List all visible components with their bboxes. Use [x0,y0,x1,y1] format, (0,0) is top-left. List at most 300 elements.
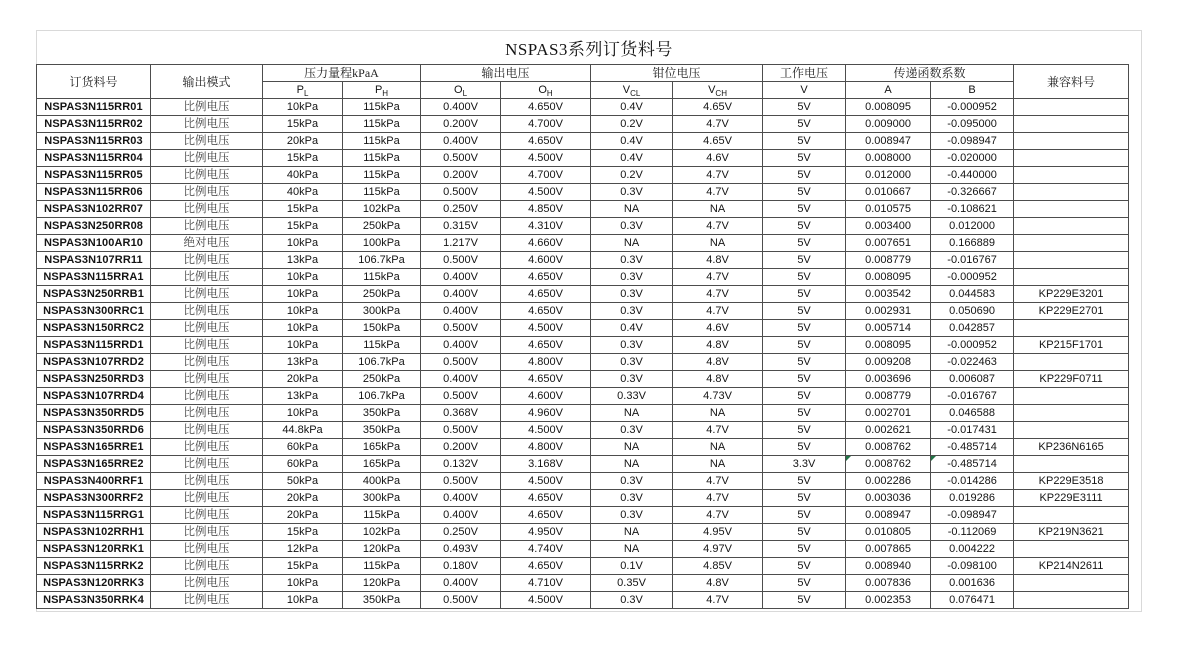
cell-vch: 4.6V [673,150,763,167]
cell-coeff-a: 0.010667 [846,184,931,201]
cell-coeff-b: -0.016767 [931,388,1014,405]
cell-oh: 4.500V [501,150,591,167]
cell-coeff-a: 0.007651 [846,235,931,252]
cell-part-number: NSPAS3N300RRF2 [37,490,151,507]
cell-compatible [1014,269,1129,286]
cell-vcl: 0.3V [591,422,673,439]
cell-supply-v: 5V [763,558,846,575]
cell-pl: 10kPa [263,99,343,116]
cell-ph: 165kPa [343,456,421,473]
cell-compatible: KP229F0711 [1014,371,1129,388]
cell-vch: 4.7V [673,116,763,133]
cell-coeff-b: -0.014286 [931,473,1014,490]
col-header-transfer-coeff: 传递函数系数 [846,65,1014,82]
subcol-header-b: B [931,82,1014,99]
cell-pl: 15kPa [263,218,343,235]
cell-ph: 150kPa [343,320,421,337]
col-header-part-number: 订货料号 [37,65,151,99]
cell-coeff-a: 0.009000 [846,116,931,133]
cell-vcl: NA [591,439,673,456]
cell-vcl: 0.33V [591,388,673,405]
cell-part-number: NSPAS3N165RRE1 [37,439,151,456]
cell-oh: 4.500V [501,422,591,439]
cell-part-number: NSPAS3N120RRK3 [37,575,151,592]
cell-output-mode: 比例电压 [151,422,263,439]
cell-vch: 4.7V [673,592,763,609]
cell-output-mode: 比例电压 [151,201,263,218]
cell-output-mode: 比例电压 [151,371,263,388]
cell-oh: 4.850V [501,201,591,218]
cell-ph: 106.7kPa [343,252,421,269]
cell-vcl: 0.3V [591,490,673,507]
cell-coeff-a: 0.003400 [846,218,931,235]
cell-coeff-a: 0.012000 [846,167,931,184]
cell-supply-v: 5V [763,592,846,609]
cell-coeff-b: 0.006087 [931,371,1014,388]
cell-coeff-b: 0.076471 [931,592,1014,609]
cell-vch: 4.7V [673,303,763,320]
cell-vch: 4.73V [673,388,763,405]
cell-oh: 4.660V [501,235,591,252]
cell-vcl: 0.3V [591,592,673,609]
cell-pl: 10kPa [263,303,343,320]
cell-coeff-b: -0.326667 [931,184,1014,201]
cell-oh: 4.960V [501,405,591,422]
cell-coeff-a: 0.010575 [846,201,931,218]
cell-oh: 4.500V [501,184,591,201]
cell-coeff-a: 0.008095 [846,269,931,286]
cell-coeff-a: 0.002286 [846,473,931,490]
cell-ol: 0.400V [421,286,501,303]
cell-compatible: KP236N6165 [1014,439,1129,456]
cell-ol: 0.400V [421,371,501,388]
cell-coeff-b: 0.004222 [931,541,1014,558]
cell-part-number: NSPAS3N107RRD2 [37,354,151,371]
cell-coeff-b: -0.016767 [931,252,1014,269]
cell-oh: 4.500V [501,473,591,490]
cell-vch: 4.65V [673,99,763,116]
cell-ol: 0.500V [421,150,501,167]
cell-vch: 4.7V [673,490,763,507]
cell-vch: 4.8V [673,252,763,269]
cell-coeff-a: 0.003542 [846,286,931,303]
cell-part-number: NSPAS3N350RRK4 [37,592,151,609]
cell-compatible [1014,422,1129,439]
cell-vcl: 0.2V [591,116,673,133]
cell-ol: 0.400V [421,507,501,524]
cell-vcl: 0.4V [591,320,673,337]
cell-output-mode: 比例电压 [151,490,263,507]
cell-pl: 13kPa [263,354,343,371]
cell-compatible [1014,456,1129,473]
cell-pl: 10kPa [263,337,343,354]
cell-ol: 0.250V [421,201,501,218]
cell-output-mode: 比例电压 [151,320,263,337]
cell-part-number: NSPAS3N100AR10 [37,235,151,252]
cell-coeff-a: 0.003036 [846,490,931,507]
cell-vch: 4.6V [673,320,763,337]
cell-vcl: 0.4V [591,133,673,150]
col-header-output-voltage: 输出电压 [421,65,591,82]
cell-output-mode: 比例电压 [151,541,263,558]
cell-vcl: 0.3V [591,303,673,320]
cell-supply-v: 5V [763,354,846,371]
cell-compatible [1014,133,1129,150]
cell-vcl: 0.35V [591,575,673,592]
cell-compatible [1014,201,1129,218]
cell-compatible [1014,320,1129,337]
table-row [37,592,1129,609]
cell-ph: 115kPa [343,184,421,201]
cell-compatible [1014,99,1129,116]
table-row [37,184,1129,201]
cell-supply-v: 5V [763,235,846,252]
cell-coeff-a: 0.008779 [846,388,931,405]
cell-vch: 4.7V [673,422,763,439]
cell-vcl: 0.3V [591,286,673,303]
cell-coeff-b: 0.012000 [931,218,1014,235]
cell-supply-v: 5V [763,473,846,490]
cell-oh: 4.650V [501,371,591,388]
table-row [37,133,1129,150]
cell-vch: 4.7V [673,269,763,286]
cell-output-mode: 比例电压 [151,116,263,133]
page-title: NSPAS3系列订货料号 [505,40,673,59]
cell-coeff-b: 0.046588 [931,405,1014,422]
cell-vcl: NA [591,541,673,558]
cell-oh: 4.650V [501,558,591,575]
cell-ph: 250kPa [343,371,421,388]
cell-ph: 250kPa [343,286,421,303]
cell-ph: 115kPa [343,150,421,167]
cell-coeff-b: -0.098100 [931,558,1014,575]
cell-coeff-b: -0.000952 [931,99,1014,116]
cell-supply-v: 5V [763,303,846,320]
cell-part-number: NSPAS3N115RR03 [37,133,151,150]
subcol-header-oh: $O_H$ [501,82,591,99]
cell-output-mode: 比例电压 [151,337,263,354]
table-body [37,99,1129,609]
cell-ph: 120kPa [343,575,421,592]
table-row [37,473,1129,490]
cell-supply-v: 5V [763,99,846,116]
cell-coeff-a: 0.008762 [846,439,931,456]
cell-coeff-b: 0.042857 [931,320,1014,337]
cell-coeff-a: 0.002931 [846,303,931,320]
cell-ph: 115kPa [343,99,421,116]
cell-oh: 4.650V [501,269,591,286]
cell-compatible [1014,167,1129,184]
table-row [37,371,1129,388]
cell-part-number: NSPAS3N115RRK2 [37,558,151,575]
table-row [37,490,1129,507]
cell-part-number: NSPAS3N102RR07 [37,201,151,218]
cell-coeff-b: -0.485714 [931,456,1014,473]
cell-vch: 4.8V [673,575,763,592]
cell-vcl: 0.4V [591,150,673,167]
cell-ol: 1.217V [421,235,501,252]
cell-vch: 4.8V [673,337,763,354]
cell-pl: 10kPa [263,320,343,337]
cell-pl: 40kPa [263,167,343,184]
cell-coeff-b: -0.000952 [931,337,1014,354]
cell-ph: 250kPa [343,218,421,235]
cell-ol: 0.500V [421,184,501,201]
cell-output-mode: 比例电压 [151,507,263,524]
table-row [37,524,1129,541]
cell-output-mode: 比例电压 [151,167,263,184]
table-row [37,150,1129,167]
cell-vch: 4.8V [673,371,763,388]
cell-coeff-b: -0.098947 [931,507,1014,524]
cell-part-number: NSPAS3N115RRG1 [37,507,151,524]
cell-compatible [1014,235,1129,252]
cell-ol: 0.400V [421,99,501,116]
cell-supply-v: 5V [763,371,846,388]
table-row [37,337,1129,354]
cell-ol: 0.400V [421,490,501,507]
cell-supply-v: 5V [763,184,846,201]
cell-output-mode: 比例电压 [151,150,263,167]
cell-pl: 15kPa [263,116,343,133]
cell-vcl: NA [591,524,673,541]
cell-oh: 4.500V [501,592,591,609]
cell-compatible [1014,388,1129,405]
cell-compatible [1014,218,1129,235]
cell-compatible: KP229E2701 [1014,303,1129,320]
subcol-header-v: V [763,82,846,99]
table-row [37,286,1129,303]
cell-vch: 4.7V [673,167,763,184]
cell-coeff-a: 0.008779 [846,252,931,269]
cell-part-number: NSPAS3N102RRH1 [37,524,151,541]
cell-ph: 115kPa [343,269,421,286]
cell-coeff-a: 0.005714 [846,320,931,337]
cell-ol: 0.500V [421,388,501,405]
cell-ph: 106.7kPa [343,388,421,405]
table-header [37,65,1129,99]
cell-ol: 0.368V [421,405,501,422]
cell-supply-v: 5V [763,133,846,150]
cell-pl: 15kPa [263,558,343,575]
cell-ph: 115kPa [343,507,421,524]
cell-part-number: NSPAS3N115RR01 [37,99,151,116]
cell-output-mode: 比例电压 [151,286,263,303]
table-row [37,269,1129,286]
cell-ph: 115kPa [343,337,421,354]
cell-ol: 0.400V [421,337,501,354]
cell-supply-v: 5V [763,286,846,303]
cell-coeff-b: -0.095000 [931,116,1014,133]
cell-oh: 4.600V [501,388,591,405]
cell-part-number: NSPAS3N107RRD4 [37,388,151,405]
cell-coeff-b: -0.000952 [931,269,1014,286]
cell-ol: 0.500V [421,592,501,609]
cell-part-number: NSPAS3N115RRD1 [37,337,151,354]
cell-coeff-b: 0.050690 [931,303,1014,320]
cell-coeff-a: 0.008000 [846,150,931,167]
cell-vch: NA [673,235,763,252]
cell-supply-v: 5V [763,218,846,235]
cell-compatible [1014,252,1129,269]
cell-oh: 4.310V [501,218,591,235]
table-row [37,235,1129,252]
cell-vcl: NA [591,235,673,252]
cell-supply-v: 5V [763,422,846,439]
cell-coeff-a: 0.008762 [846,456,931,473]
cell-coeff-b: -0.112069 [931,524,1014,541]
cell-coeff-b: -0.485714 [931,439,1014,456]
cell-output-mode: 比例电压 [151,218,263,235]
cell-oh: 4.650V [501,99,591,116]
cell-ol: 0.200V [421,439,501,456]
cell-output-mode: 比例电压 [151,184,263,201]
cell-coeff-a: 0.010805 [846,524,931,541]
cell-oh: 4.500V [501,320,591,337]
cell-pl: 20kPa [263,507,343,524]
table-row [37,354,1129,371]
sheet [36,30,1142,612]
cell-coeff-a: 0.002701 [846,405,931,422]
cell-coeff-a: 0.008940 [846,558,931,575]
cell-compatible [1014,507,1129,524]
cell-part-number: NSPAS3N115RR04 [37,150,151,167]
cell-vch: 4.95V [673,524,763,541]
cell-output-mode: 比例电压 [151,592,263,609]
cell-part-number: NSPAS3N350RRD5 [37,405,151,422]
cell-coeff-a: 0.008947 [846,133,931,150]
cell-part-number: NSPAS3N300RRC1 [37,303,151,320]
cell-oh: 4.740V [501,541,591,558]
cell-supply-v: 5V [763,116,846,133]
col-header-compatible: 兼容料号 [1014,65,1129,99]
table-row [37,167,1129,184]
cell-output-mode: 比例电压 [151,133,263,150]
cell-vcl: 0.3V [591,337,673,354]
cell-coeff-a: 0.002621 [846,422,931,439]
cell-ol: 0.500V [421,354,501,371]
cell-pl: 15kPa [263,524,343,541]
cell-pl: 10kPa [263,405,343,422]
cell-pl: 15kPa [263,150,343,167]
cell-ph: 100kPa [343,235,421,252]
cell-part-number: NSPAS3N165RRE2 [37,456,151,473]
cell-compatible [1014,150,1129,167]
cell-coeff-a: 0.008095 [846,337,931,354]
cell-pl: 20kPa [263,371,343,388]
cell-ph: 115kPa [343,558,421,575]
cell-compatible [1014,116,1129,133]
cell-vcl: 0.1V [591,558,673,575]
cell-part-number: NSPAS3N250RRD3 [37,371,151,388]
cell-pl: 60kPa [263,439,343,456]
cell-ph: 400kPa [343,473,421,490]
cell-supply-v: 5V [763,320,846,337]
cell-output-mode: 比例电压 [151,354,263,371]
cell-coeff-a: 0.007836 [846,575,931,592]
cell-supply-v: 5V [763,337,846,354]
cell-supply-v: 5V [763,405,846,422]
cell-coeff-a: 0.009208 [846,354,931,371]
cell-ph: 350kPa [343,422,421,439]
order-table [36,64,1129,609]
cell-oh: 4.650V [501,337,591,354]
cell-part-number: NSPAS3N107RR11 [37,252,151,269]
col-header-output-mode: 输出模式 [151,65,263,99]
cell-ol: 0.493V [421,541,501,558]
cell-coeff-b: 0.044583 [931,286,1014,303]
cell-pl: 10kPa [263,575,343,592]
cell-supply-v: 5V [763,167,846,184]
subcol-header-ol: $O_L$ [421,82,501,99]
cell-oh: 4.600V [501,252,591,269]
cell-vch: 4.85V [673,558,763,575]
cell-coeff-a: 0.002353 [846,592,931,609]
cell-output-mode: 比例电压 [151,558,263,575]
cell-ol: 0.400V [421,303,501,320]
cell-vch: NA [673,201,763,218]
cell-oh: 3.168V [501,456,591,473]
cell-output-mode: 比例电压 [151,303,263,320]
table-row [37,422,1129,439]
cell-output-mode: 比例电压 [151,99,263,116]
cell-compatible [1014,575,1129,592]
cell-pl: 10kPa [263,592,343,609]
cell-coeff-a: 0.003696 [846,371,931,388]
table-row [37,201,1129,218]
cell-supply-v: 5V [763,524,846,541]
cell-ph: 300kPa [343,303,421,320]
cell-coeff-b: -0.108621 [931,201,1014,218]
cell-supply-v: 3.3V [763,456,846,473]
cell-vcl: 0.3V [591,371,673,388]
cell-vch: 4.7V [673,473,763,490]
cell-ph: 102kPa [343,524,421,541]
cell-oh: 4.800V [501,354,591,371]
cell-compatible [1014,541,1129,558]
cell-ol: 0.132V [421,456,501,473]
cell-ol: 0.250V [421,524,501,541]
cell-oh: 4.950V [501,524,591,541]
cell-pl: 20kPa [263,490,343,507]
cell-compatible [1014,354,1129,371]
cell-supply-v: 5V [763,201,846,218]
cell-vcl: 0.3V [591,252,673,269]
table-row [37,388,1129,405]
cell-vch: 4.7V [673,507,763,524]
cell-supply-v: 5V [763,388,846,405]
table-row [37,541,1129,558]
cell-pl: 44.8kPa [263,422,343,439]
cell-ph: 120kPa [343,541,421,558]
cell-oh: 4.650V [501,490,591,507]
cell-coeff-b: -0.020000 [931,150,1014,167]
cell-ol: 0.180V [421,558,501,575]
cell-output-mode: 比例电压 [151,439,263,456]
cell-pl: 10kPa [263,269,343,286]
cell-output-mode: 比例电压 [151,575,263,592]
cell-output-mode: 比例电压 [151,388,263,405]
cell-pl: 15kPa [263,201,343,218]
cell-pl: 50kPa [263,473,343,490]
cell-vcl: 0.4V [591,99,673,116]
cell-part-number: NSPAS3N115RRA1 [37,269,151,286]
cell-vcl: NA [591,456,673,473]
cell-output-mode: 比例电压 [151,252,263,269]
cell-ol: 0.200V [421,116,501,133]
cell-ph: 115kPa [343,167,421,184]
cell-ol: 0.400V [421,269,501,286]
